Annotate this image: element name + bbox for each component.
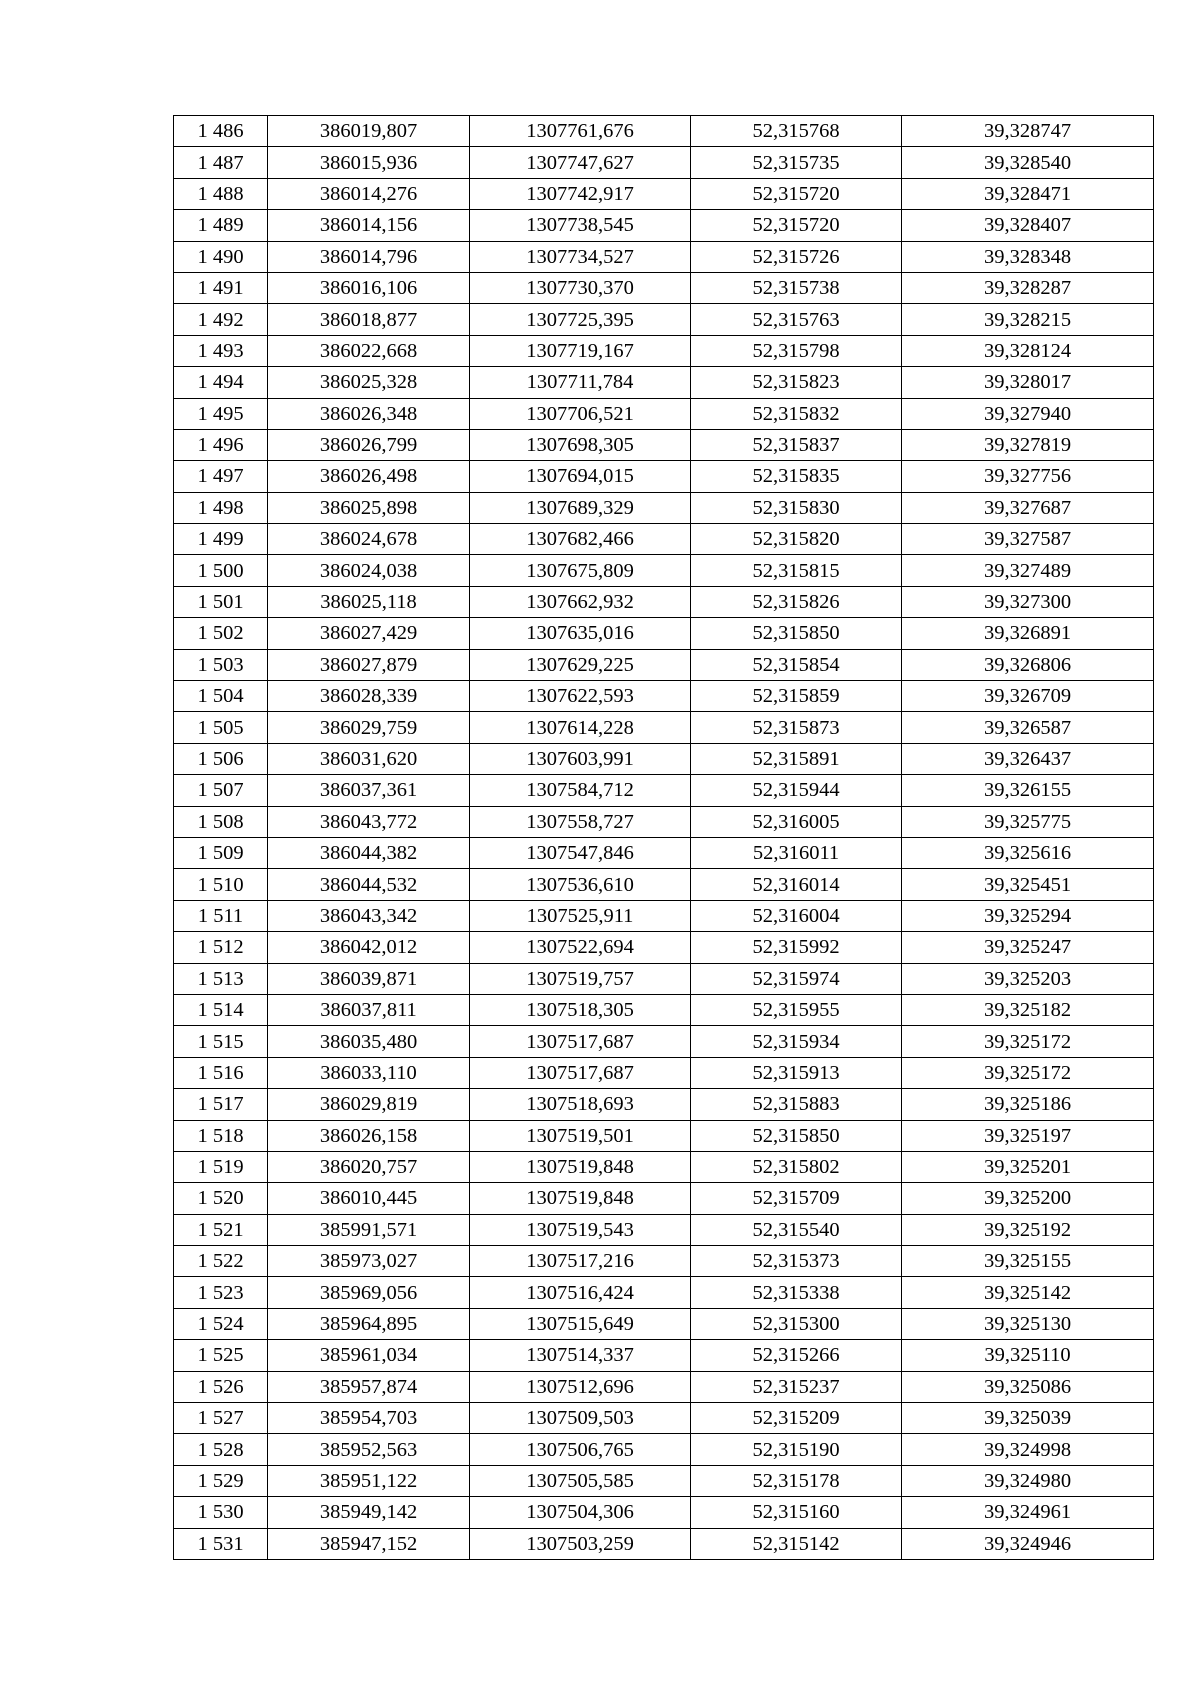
longitude-cell: 39,325203 bbox=[902, 963, 1154, 994]
latitude-cell: 52,315913 bbox=[691, 1057, 902, 1088]
x-coordinate-cell: 386029,759 bbox=[268, 712, 470, 743]
x-coordinate-cell: 386014,796 bbox=[268, 241, 470, 272]
latitude-cell: 52,315859 bbox=[691, 681, 902, 712]
x-coordinate-cell: 386035,480 bbox=[268, 1026, 470, 1057]
y-coordinate-cell: 1307711,784 bbox=[470, 367, 691, 398]
x-coordinate-cell: 386024,038 bbox=[268, 555, 470, 586]
table-row bbox=[174, 649, 1154, 680]
table-row bbox=[174, 272, 1154, 303]
latitude-cell: 52,315540 bbox=[691, 1214, 902, 1245]
table-row bbox=[174, 681, 1154, 712]
longitude-cell: 39,325192 bbox=[902, 1214, 1154, 1245]
longitude-cell: 39,325247 bbox=[902, 932, 1154, 963]
table-row bbox=[174, 1403, 1154, 1434]
table-row bbox=[174, 932, 1154, 963]
y-coordinate-cell: 1307518,693 bbox=[470, 1089, 691, 1120]
x-coordinate-cell: 386042,012 bbox=[268, 932, 470, 963]
latitude-cell: 52,315823 bbox=[691, 367, 902, 398]
longitude-cell: 39,328540 bbox=[902, 147, 1154, 178]
y-coordinate-cell: 1307519,543 bbox=[470, 1214, 691, 1245]
longitude-cell: 39,326155 bbox=[902, 775, 1154, 806]
point-number-cell: 1 498 bbox=[174, 492, 268, 523]
point-number-cell: 1 509 bbox=[174, 837, 268, 868]
point-number-cell: 1 497 bbox=[174, 461, 268, 492]
longitude-cell: 39,325155 bbox=[902, 1246, 1154, 1277]
latitude-cell: 52,315830 bbox=[691, 492, 902, 523]
point-number-cell: 1 521 bbox=[174, 1214, 268, 1245]
latitude-cell: 52,315768 bbox=[691, 116, 902, 147]
point-number-cell: 1 508 bbox=[174, 806, 268, 837]
point-number-cell: 1 517 bbox=[174, 1089, 268, 1120]
y-coordinate-cell: 1307509,503 bbox=[470, 1403, 691, 1434]
point-number-cell: 1 519 bbox=[174, 1151, 268, 1182]
latitude-cell: 52,316011 bbox=[691, 837, 902, 868]
y-coordinate-cell: 1307662,932 bbox=[470, 586, 691, 617]
latitude-cell: 52,315820 bbox=[691, 524, 902, 555]
point-number-cell: 1 511 bbox=[174, 900, 268, 931]
longitude-cell: 39,325200 bbox=[902, 1183, 1154, 1214]
point-number-cell: 1 505 bbox=[174, 712, 268, 743]
x-coordinate-cell: 385969,056 bbox=[268, 1277, 470, 1308]
y-coordinate-cell: 1307517,687 bbox=[470, 1026, 691, 1057]
longitude-cell: 39,325086 bbox=[902, 1371, 1154, 1402]
latitude-cell: 52,315720 bbox=[691, 178, 902, 209]
longitude-cell: 39,328215 bbox=[902, 304, 1154, 335]
point-number-cell: 1 514 bbox=[174, 994, 268, 1025]
point-number-cell: 1 528 bbox=[174, 1434, 268, 1465]
y-coordinate-cell: 1307719,167 bbox=[470, 335, 691, 366]
x-coordinate-cell: 385947,152 bbox=[268, 1528, 470, 1559]
table-row bbox=[174, 241, 1154, 272]
latitude-cell: 52,315815 bbox=[691, 555, 902, 586]
longitude-cell: 39,325775 bbox=[902, 806, 1154, 837]
table-row bbox=[174, 1528, 1154, 1559]
point-number-cell: 1 501 bbox=[174, 586, 268, 617]
latitude-cell: 52,315726 bbox=[691, 241, 902, 272]
longitude-cell: 39,325294 bbox=[902, 900, 1154, 931]
longitude-cell: 39,326587 bbox=[902, 712, 1154, 743]
latitude-cell: 52,315955 bbox=[691, 994, 902, 1025]
latitude-cell: 52,315266 bbox=[691, 1340, 902, 1371]
latitude-cell: 52,315944 bbox=[691, 775, 902, 806]
latitude-cell: 52,315835 bbox=[691, 461, 902, 492]
x-coordinate-cell: 385973,027 bbox=[268, 1246, 470, 1277]
x-coordinate-cell: 386043,342 bbox=[268, 900, 470, 931]
table-row bbox=[174, 178, 1154, 209]
table-row bbox=[174, 461, 1154, 492]
table-row bbox=[174, 963, 1154, 994]
latitude-cell: 52,315992 bbox=[691, 932, 902, 963]
latitude-cell: 52,315209 bbox=[691, 1403, 902, 1434]
longitude-cell: 39,327940 bbox=[902, 398, 1154, 429]
table-row bbox=[174, 1340, 1154, 1371]
latitude-cell: 52,315160 bbox=[691, 1497, 902, 1528]
point-number-cell: 1 531 bbox=[174, 1528, 268, 1559]
x-coordinate-cell: 386016,106 bbox=[268, 272, 470, 303]
x-coordinate-cell: 386037,811 bbox=[268, 994, 470, 1025]
point-number-cell: 1 500 bbox=[174, 555, 268, 586]
latitude-cell: 52,315891 bbox=[691, 743, 902, 774]
longitude-cell: 39,325172 bbox=[902, 1057, 1154, 1088]
longitude-cell: 39,328017 bbox=[902, 367, 1154, 398]
latitude-cell: 52,315738 bbox=[691, 272, 902, 303]
point-number-cell: 1 493 bbox=[174, 335, 268, 366]
y-coordinate-cell: 1307517,687 bbox=[470, 1057, 691, 1088]
longitude-cell: 39,326806 bbox=[902, 649, 1154, 680]
y-coordinate-cell: 1307519,757 bbox=[470, 963, 691, 994]
latitude-cell: 52,315802 bbox=[691, 1151, 902, 1182]
y-coordinate-cell: 1307689,329 bbox=[470, 492, 691, 523]
table-row bbox=[174, 1057, 1154, 1088]
latitude-cell: 52,315735 bbox=[691, 147, 902, 178]
table-row bbox=[174, 994, 1154, 1025]
longitude-cell: 39,327819 bbox=[902, 429, 1154, 460]
y-coordinate-cell: 1307512,696 bbox=[470, 1371, 691, 1402]
x-coordinate-cell: 386025,898 bbox=[268, 492, 470, 523]
x-coordinate-cell: 385951,122 bbox=[268, 1465, 470, 1496]
x-coordinate-cell: 385949,142 bbox=[268, 1497, 470, 1528]
longitude-cell: 39,325201 bbox=[902, 1151, 1154, 1182]
table-row bbox=[174, 398, 1154, 429]
y-coordinate-cell: 1307603,991 bbox=[470, 743, 691, 774]
table-row bbox=[174, 335, 1154, 366]
y-coordinate-cell: 1307725,395 bbox=[470, 304, 691, 335]
table-row bbox=[174, 1089, 1154, 1120]
x-coordinate-cell: 386010,445 bbox=[268, 1183, 470, 1214]
latitude-cell: 52,315720 bbox=[691, 210, 902, 241]
longitude-cell: 39,325197 bbox=[902, 1120, 1154, 1151]
x-coordinate-cell: 386025,328 bbox=[268, 367, 470, 398]
y-coordinate-cell: 1307734,527 bbox=[470, 241, 691, 272]
point-number-cell: 1 516 bbox=[174, 1057, 268, 1088]
table-row bbox=[174, 586, 1154, 617]
point-number-cell: 1 522 bbox=[174, 1246, 268, 1277]
latitude-cell: 52,315178 bbox=[691, 1465, 902, 1496]
longitude-cell: 39,328124 bbox=[902, 335, 1154, 366]
point-number-cell: 1 486 bbox=[174, 116, 268, 147]
latitude-cell: 52,315798 bbox=[691, 335, 902, 366]
x-coordinate-cell: 386019,807 bbox=[268, 116, 470, 147]
y-coordinate-cell: 1307506,765 bbox=[470, 1434, 691, 1465]
longitude-cell: 39,325142 bbox=[902, 1277, 1154, 1308]
point-number-cell: 1 490 bbox=[174, 241, 268, 272]
table-row bbox=[174, 1497, 1154, 1528]
y-coordinate-cell: 1307516,424 bbox=[470, 1277, 691, 1308]
table-row bbox=[174, 900, 1154, 931]
x-coordinate-cell: 385952,563 bbox=[268, 1434, 470, 1465]
table-row bbox=[174, 1465, 1154, 1496]
y-coordinate-cell: 1307519,848 bbox=[470, 1151, 691, 1182]
x-coordinate-cell: 386033,110 bbox=[268, 1057, 470, 1088]
y-coordinate-cell: 1307730,370 bbox=[470, 272, 691, 303]
latitude-cell: 52,315854 bbox=[691, 649, 902, 680]
x-coordinate-cell: 386018,877 bbox=[268, 304, 470, 335]
x-coordinate-cell: 386043,772 bbox=[268, 806, 470, 837]
latitude-cell: 52,315826 bbox=[691, 586, 902, 617]
y-coordinate-cell: 1307682,466 bbox=[470, 524, 691, 555]
longitude-cell: 39,324961 bbox=[902, 1497, 1154, 1528]
point-number-cell: 1 494 bbox=[174, 367, 268, 398]
table-row bbox=[174, 1371, 1154, 1402]
longitude-cell: 39,325110 bbox=[902, 1340, 1154, 1371]
longitude-cell: 39,325616 bbox=[902, 837, 1154, 868]
longitude-cell: 39,326709 bbox=[902, 681, 1154, 712]
latitude-cell: 52,315763 bbox=[691, 304, 902, 335]
table-row bbox=[174, 1277, 1154, 1308]
latitude-cell: 52,315373 bbox=[691, 1246, 902, 1277]
point-number-cell: 1 510 bbox=[174, 869, 268, 900]
y-coordinate-cell: 1307761,676 bbox=[470, 116, 691, 147]
y-coordinate-cell: 1307547,846 bbox=[470, 837, 691, 868]
x-coordinate-cell: 385964,895 bbox=[268, 1308, 470, 1339]
x-coordinate-cell: 386027,429 bbox=[268, 618, 470, 649]
table-row bbox=[174, 524, 1154, 555]
x-coordinate-cell: 386020,757 bbox=[268, 1151, 470, 1182]
latitude-cell: 52,315974 bbox=[691, 963, 902, 994]
point-number-cell: 1 523 bbox=[174, 1277, 268, 1308]
table-row bbox=[174, 304, 1154, 335]
longitude-cell: 39,325182 bbox=[902, 994, 1154, 1025]
point-number-cell: 1 504 bbox=[174, 681, 268, 712]
latitude-cell: 52,315873 bbox=[691, 712, 902, 743]
point-number-cell: 1 518 bbox=[174, 1120, 268, 1151]
table-row bbox=[174, 116, 1154, 147]
longitude-cell: 39,324980 bbox=[902, 1465, 1154, 1496]
latitude-cell: 52,316014 bbox=[691, 869, 902, 900]
longitude-cell: 39,325172 bbox=[902, 1026, 1154, 1057]
point-number-cell: 1 526 bbox=[174, 1371, 268, 1402]
coordinates-table bbox=[173, 115, 1154, 1560]
point-number-cell: 1 506 bbox=[174, 743, 268, 774]
x-coordinate-cell: 386025,118 bbox=[268, 586, 470, 617]
latitude-cell: 52,315837 bbox=[691, 429, 902, 460]
x-coordinate-cell: 386026,799 bbox=[268, 429, 470, 460]
longitude-cell: 39,325451 bbox=[902, 869, 1154, 900]
y-coordinate-cell: 1307558,727 bbox=[470, 806, 691, 837]
x-coordinate-cell: 386044,382 bbox=[268, 837, 470, 868]
x-coordinate-cell: 386029,819 bbox=[268, 1089, 470, 1120]
point-number-cell: 1 503 bbox=[174, 649, 268, 680]
x-coordinate-cell: 385961,034 bbox=[268, 1340, 470, 1371]
point-number-cell: 1 492 bbox=[174, 304, 268, 335]
longitude-cell: 39,326891 bbox=[902, 618, 1154, 649]
x-coordinate-cell: 386015,936 bbox=[268, 147, 470, 178]
y-coordinate-cell: 1307675,809 bbox=[470, 555, 691, 586]
table-row bbox=[174, 1120, 1154, 1151]
longitude-cell: 39,325130 bbox=[902, 1308, 1154, 1339]
latitude-cell: 52,315709 bbox=[691, 1183, 902, 1214]
y-coordinate-cell: 1307614,228 bbox=[470, 712, 691, 743]
x-coordinate-cell: 386014,276 bbox=[268, 178, 470, 209]
x-coordinate-cell: 385954,703 bbox=[268, 1403, 470, 1434]
x-coordinate-cell: 386028,339 bbox=[268, 681, 470, 712]
latitude-cell: 52,315883 bbox=[691, 1089, 902, 1120]
point-number-cell: 1 515 bbox=[174, 1026, 268, 1057]
y-coordinate-cell: 1307505,585 bbox=[470, 1465, 691, 1496]
point-number-cell: 1 502 bbox=[174, 618, 268, 649]
y-coordinate-cell: 1307747,627 bbox=[470, 147, 691, 178]
longitude-cell: 39,327300 bbox=[902, 586, 1154, 617]
latitude-cell: 52,316004 bbox=[691, 900, 902, 931]
x-coordinate-cell: 386031,620 bbox=[268, 743, 470, 774]
y-coordinate-cell: 1307514,337 bbox=[470, 1340, 691, 1371]
longitude-cell: 39,328747 bbox=[902, 116, 1154, 147]
point-number-cell: 1 520 bbox=[174, 1183, 268, 1214]
point-number-cell: 1 529 bbox=[174, 1465, 268, 1496]
y-coordinate-cell: 1307519,848 bbox=[470, 1183, 691, 1214]
longitude-cell: 39,327756 bbox=[902, 461, 1154, 492]
x-coordinate-cell: 386022,668 bbox=[268, 335, 470, 366]
x-coordinate-cell: 386037,361 bbox=[268, 775, 470, 806]
y-coordinate-cell: 1307525,911 bbox=[470, 900, 691, 931]
x-coordinate-cell: 385957,874 bbox=[268, 1371, 470, 1402]
y-coordinate-cell: 1307698,305 bbox=[470, 429, 691, 460]
y-coordinate-cell: 1307503,259 bbox=[470, 1528, 691, 1559]
x-coordinate-cell: 386026,498 bbox=[268, 461, 470, 492]
y-coordinate-cell: 1307742,917 bbox=[470, 178, 691, 209]
table-row bbox=[174, 1183, 1154, 1214]
table-row bbox=[174, 147, 1154, 178]
latitude-cell: 52,315850 bbox=[691, 618, 902, 649]
latitude-cell: 52,315338 bbox=[691, 1277, 902, 1308]
point-number-cell: 1 487 bbox=[174, 147, 268, 178]
point-number-cell: 1 525 bbox=[174, 1340, 268, 1371]
point-number-cell: 1 513 bbox=[174, 963, 268, 994]
latitude-cell: 52,315850 bbox=[691, 1120, 902, 1151]
longitude-cell: 39,325039 bbox=[902, 1403, 1154, 1434]
latitude-cell: 52,315142 bbox=[691, 1528, 902, 1559]
table-row bbox=[174, 555, 1154, 586]
table-row bbox=[174, 775, 1154, 806]
table-row bbox=[174, 837, 1154, 868]
longitude-cell: 39,328287 bbox=[902, 272, 1154, 303]
latitude-cell: 52,315300 bbox=[691, 1308, 902, 1339]
table-row bbox=[174, 492, 1154, 523]
longitude-cell: 39,327587 bbox=[902, 524, 1154, 555]
longitude-cell: 39,326437 bbox=[902, 743, 1154, 774]
longitude-cell: 39,327489 bbox=[902, 555, 1154, 586]
point-number-cell: 1 491 bbox=[174, 272, 268, 303]
table-row bbox=[174, 806, 1154, 837]
point-number-cell: 1 495 bbox=[174, 398, 268, 429]
longitude-cell: 39,327687 bbox=[902, 492, 1154, 523]
y-coordinate-cell: 1307522,694 bbox=[470, 932, 691, 963]
point-number-cell: 1 507 bbox=[174, 775, 268, 806]
longitude-cell: 39,324946 bbox=[902, 1528, 1154, 1559]
table-row bbox=[174, 1246, 1154, 1277]
longitude-cell: 39,328407 bbox=[902, 210, 1154, 241]
table-row bbox=[174, 869, 1154, 900]
table-row bbox=[174, 429, 1154, 460]
table-row bbox=[174, 712, 1154, 743]
latitude-cell: 52,315832 bbox=[691, 398, 902, 429]
x-coordinate-cell: 386044,532 bbox=[268, 869, 470, 900]
table-row bbox=[174, 1434, 1154, 1465]
y-coordinate-cell: 1307504,306 bbox=[470, 1497, 691, 1528]
point-number-cell: 1 499 bbox=[174, 524, 268, 555]
x-coordinate-cell: 386026,158 bbox=[268, 1120, 470, 1151]
y-coordinate-cell: 1307738,545 bbox=[470, 210, 691, 241]
point-number-cell: 1 530 bbox=[174, 1497, 268, 1528]
y-coordinate-cell: 1307584,712 bbox=[470, 775, 691, 806]
longitude-cell: 39,328471 bbox=[902, 178, 1154, 209]
latitude-cell: 52,315237 bbox=[691, 1371, 902, 1402]
latitude-cell: 52,315934 bbox=[691, 1026, 902, 1057]
x-coordinate-cell: 386027,879 bbox=[268, 649, 470, 680]
y-coordinate-cell: 1307519,501 bbox=[470, 1120, 691, 1151]
table-row bbox=[174, 1308, 1154, 1339]
point-number-cell: 1 512 bbox=[174, 932, 268, 963]
table-row bbox=[174, 367, 1154, 398]
point-number-cell: 1 489 bbox=[174, 210, 268, 241]
table-row bbox=[174, 1151, 1154, 1182]
x-coordinate-cell: 386026,348 bbox=[268, 398, 470, 429]
point-number-cell: 1 527 bbox=[174, 1403, 268, 1434]
y-coordinate-cell: 1307706,521 bbox=[470, 398, 691, 429]
y-coordinate-cell: 1307518,305 bbox=[470, 994, 691, 1025]
point-number-cell: 1 524 bbox=[174, 1308, 268, 1339]
latitude-cell: 52,315190 bbox=[691, 1434, 902, 1465]
y-coordinate-cell: 1307515,649 bbox=[470, 1308, 691, 1339]
x-coordinate-cell: 385991,571 bbox=[268, 1214, 470, 1245]
point-number-cell: 1 488 bbox=[174, 178, 268, 209]
table-row bbox=[174, 743, 1154, 774]
coordinates-table-body bbox=[174, 116, 1154, 1560]
longitude-cell: 39,328348 bbox=[902, 241, 1154, 272]
y-coordinate-cell: 1307536,610 bbox=[470, 869, 691, 900]
table-row bbox=[174, 1026, 1154, 1057]
table-row bbox=[174, 210, 1154, 241]
table-row bbox=[174, 618, 1154, 649]
y-coordinate-cell: 1307622,593 bbox=[470, 681, 691, 712]
table-row bbox=[174, 1214, 1154, 1245]
latitude-cell: 52,316005 bbox=[691, 806, 902, 837]
x-coordinate-cell: 386014,156 bbox=[268, 210, 470, 241]
y-coordinate-cell: 1307517,216 bbox=[470, 1246, 691, 1277]
x-coordinate-cell: 386024,678 bbox=[268, 524, 470, 555]
y-coordinate-cell: 1307629,225 bbox=[470, 649, 691, 680]
x-coordinate-cell: 386039,871 bbox=[268, 963, 470, 994]
longitude-cell: 39,325186 bbox=[902, 1089, 1154, 1120]
y-coordinate-cell: 1307694,015 bbox=[470, 461, 691, 492]
point-number-cell: 1 496 bbox=[174, 429, 268, 460]
y-coordinate-cell: 1307635,016 bbox=[470, 618, 691, 649]
longitude-cell: 39,324998 bbox=[902, 1434, 1154, 1465]
